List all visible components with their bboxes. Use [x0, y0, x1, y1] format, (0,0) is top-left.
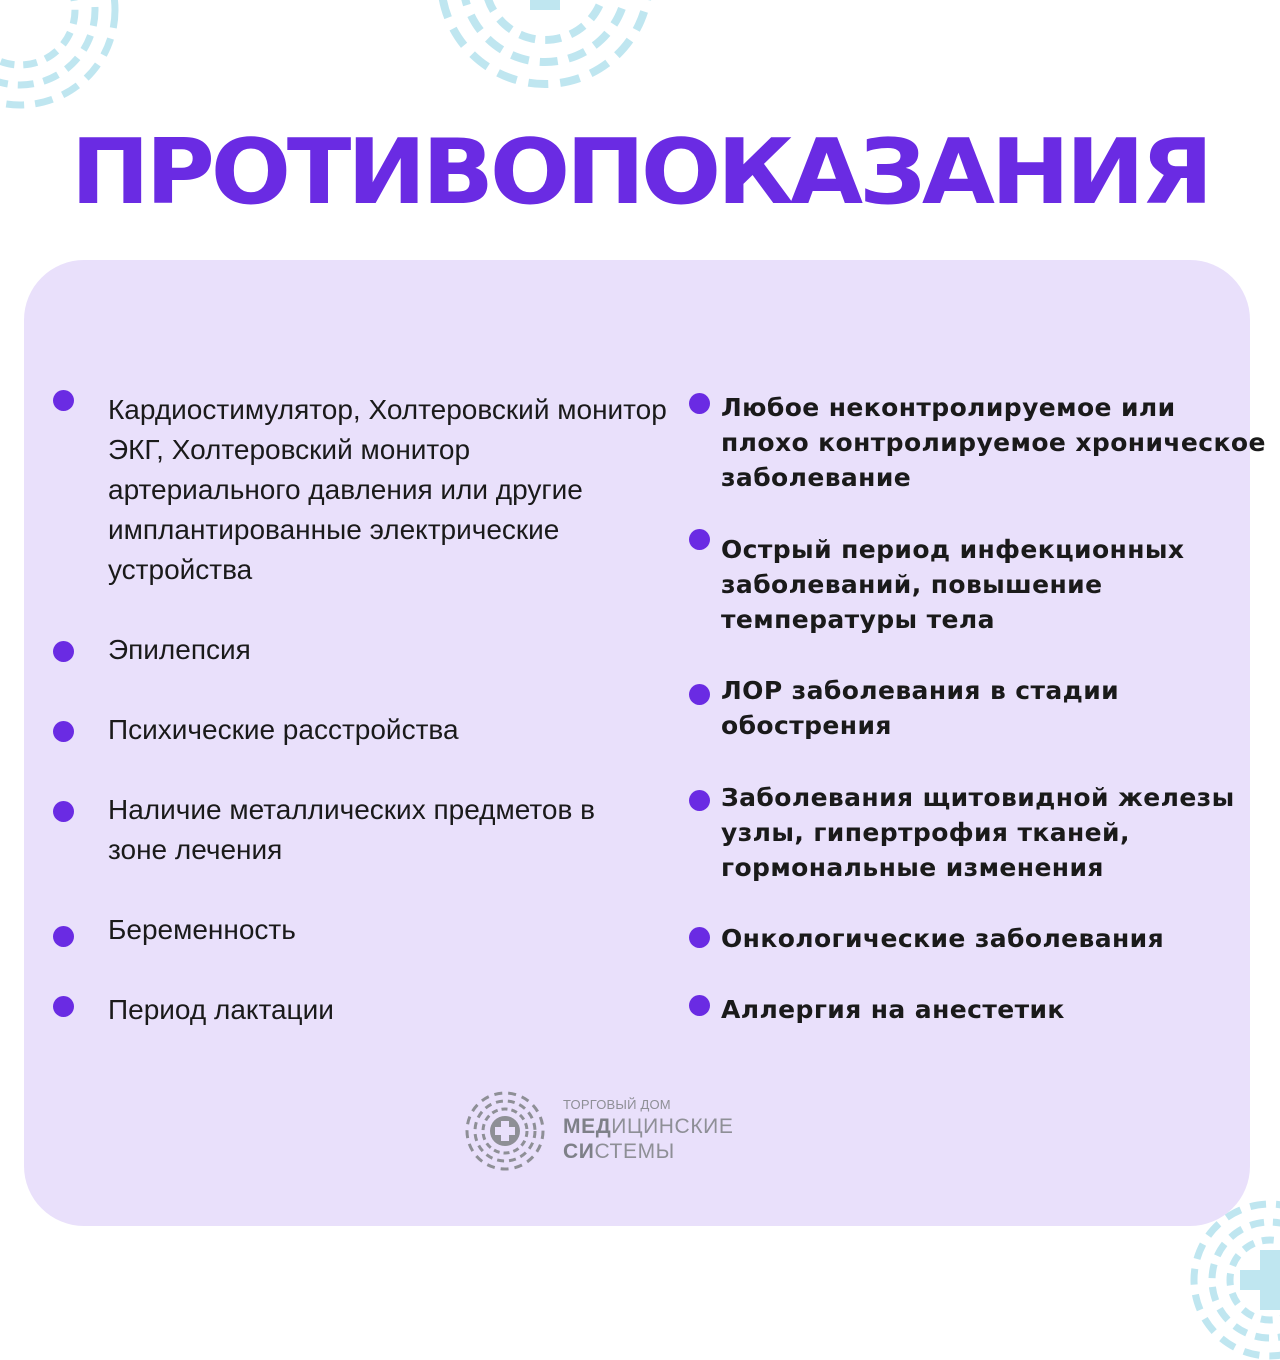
logo-small-line: ТОРГОВЫЙ ДОМ: [563, 1097, 671, 1112]
list-item-text: Заболевания щитовидной железы узлы, гипертрофия тканей, гормональные изменения: [721, 783, 1235, 882]
bullet-icon: [53, 996, 74, 1017]
list-item-text: Наличие металлических предметов в зоне лечения: [108, 794, 596, 865]
bullet-icon: [689, 927, 710, 948]
bullet-icon: [53, 641, 74, 662]
logo-line-1: МЕДИЦИНСКИЕ: [563, 1115, 734, 1138]
bullet-icon: [689, 995, 710, 1016]
decor-emblem-top-left: [0, 0, 120, 110]
list-item-text: Психические расстройства: [108, 714, 459, 745]
bullet-icon: [689, 393, 710, 414]
bullet-icon: [53, 926, 74, 947]
list-item-text: Аллергия на анестетик: [721, 995, 1065, 1024]
list-item-text: Период лактации: [108, 994, 334, 1025]
bullet-icon: [53, 721, 74, 742]
company-logo-text: [563, 1096, 733, 1164]
list-item-text: Онкологические заболевания: [721, 924, 1165, 953]
medical-cross-icon: [462, 1088, 548, 1174]
logo-line-2: СИСТЕМЫ: [563, 1140, 675, 1163]
bullet-icon: [53, 801, 74, 822]
list-item-text: Любое неконтролируемое или плохо контролируемое хроническое заболевание: [721, 393, 1266, 492]
bullet-icon: [689, 790, 710, 811]
list-item-text: Острый период инфекционных заболеваний, повышение температуры тела: [721, 535, 1185, 634]
bullet-icon: [689, 529, 710, 550]
bullet-icon: [53, 390, 74, 411]
list-item-text: Кардиостимулятор, Холтеровский монитор ЭКГ, Холтеровский монитор артериального давления или другие имплантированные электрические устройства: [108, 394, 667, 585]
decor-emblem-top-center: [420, 0, 670, 110]
bullet-icon: [689, 684, 710, 705]
list-item-text: Беременность: [108, 914, 296, 945]
list-item-text: Эпилепсия: [108, 634, 251, 665]
list-item-text: ЛОР заболевания в стадии обострения: [721, 676, 1120, 740]
page-title: ПРОТИВОПОКАЗАНИЯ: [70, 120, 1210, 225]
